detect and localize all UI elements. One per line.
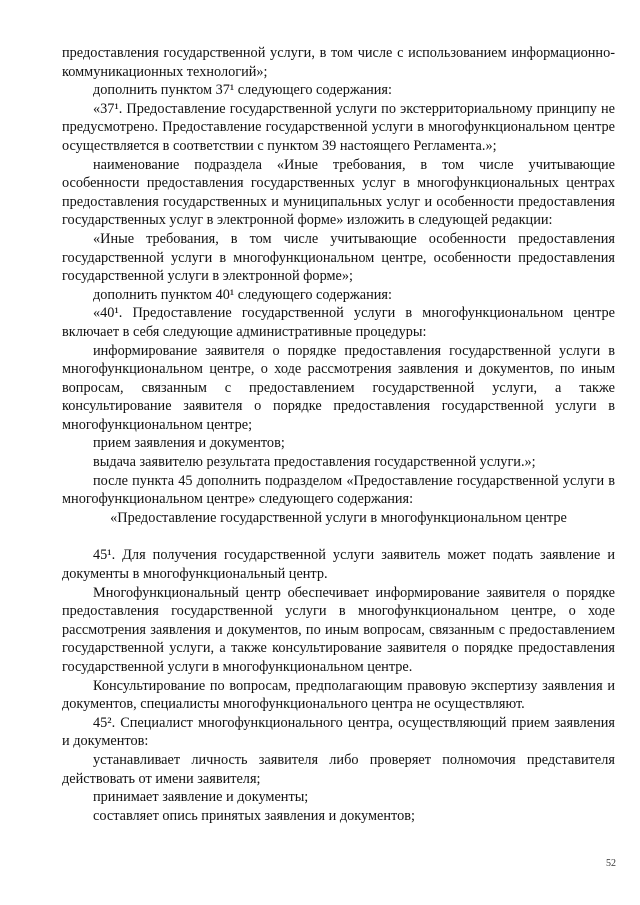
paragraph: информирование заявителя о порядке предоставления государственной услуги в многофункциональном центре, о ходе рассмотрения заявления и документов, по иным вопросам, связанным с предоставлением государственной услуги, а также консультирование заявителя о порядке предоставления государственной услуги в многофункциональном центре; xyxy=(62,342,615,433)
paragraph: выдача заявителю результата предоставления государственной услуги.»; xyxy=(93,454,536,471)
paragraph: «40¹. Предоставление государственной услуги в многофункциональном центре включает в себя следующие административные процедуры: xyxy=(62,305,615,340)
paragraph: Многофункциональный центр обеспечивает информирование заявителя о порядке предоставления государственной услуги в многофункциональном центре, о ходе рассмотрения заявления и документов, по иным вопросам, связанным с предоставлением государственной услуги, а также консультирование заявителя о порядке предоставления государственной услуги в многофункциональном центре. xyxy=(62,584,615,675)
paragraph: дополнить пунктом 37¹ следующего содержания: xyxy=(93,82,392,99)
paragraph: после пункта 45 дополнить подразделом «Предоставление государственной услуги в многофункциональном центре» следующего содержания: xyxy=(62,472,615,508)
subsection-heading: «Предоставление государственной услуги в многофункциональном центре xyxy=(110,509,567,526)
paragraph: 45¹. Для получения государственной услуги заявитель может подать заявление и документы в многофункциональный центр. xyxy=(62,547,615,583)
page-number: 52 xyxy=(606,858,616,869)
paragraph: принимает заявление и документы; xyxy=(93,789,309,806)
paragraph: «37¹. Предоставление государственной услуги по экстерриториальному принципу не предусмотрено. Предоставление государственной услуги в многофункциональном центре осуществляется в соответствии с пунктом 39 настоящего Регламента.»; xyxy=(62,100,615,154)
paragraph: устанавливает личность заявителя либо проверяет полномочия представителя действовать от имени заявителя; xyxy=(62,751,615,787)
paragraph: дополнить пунктом 40¹ следующего содержания: xyxy=(93,286,392,303)
paragraph: предоставления государственной услуги, в том числе с использованием информационно-коммуникационных технологий»; xyxy=(62,45,615,80)
paragraph: 45². Специалист многофункционального центра, осуществляющий прием заявления и документов: xyxy=(62,714,615,750)
paragraph: наименование подраздела «Иные требования, в том числе учитывающие особенности предоставления государственных услуг в многофункциональных центрах предоставления государственных и муниципальных услуг и особенности предоставления государственных услуг в электронной форме» изложить в следующей редакции: xyxy=(62,156,615,229)
paragraph: Консультирование по вопросам, предполагающим правовую экспертизу заявления и документов, специалисты многофункционального центра не осуществляют. xyxy=(62,677,615,713)
document-body xyxy=(62,44,615,825)
paragraph: «Иные требования, в том числе учитывающие особенности предоставления государственной услуги в многофункциональном центре, особенности предоставления государственной услуги в электронной форме»; xyxy=(62,230,615,285)
blank-line xyxy=(62,527,615,546)
paragraph: прием заявления и документов; xyxy=(93,435,285,452)
paragraph: составляет опись принятых заявления и документов; xyxy=(93,807,415,824)
